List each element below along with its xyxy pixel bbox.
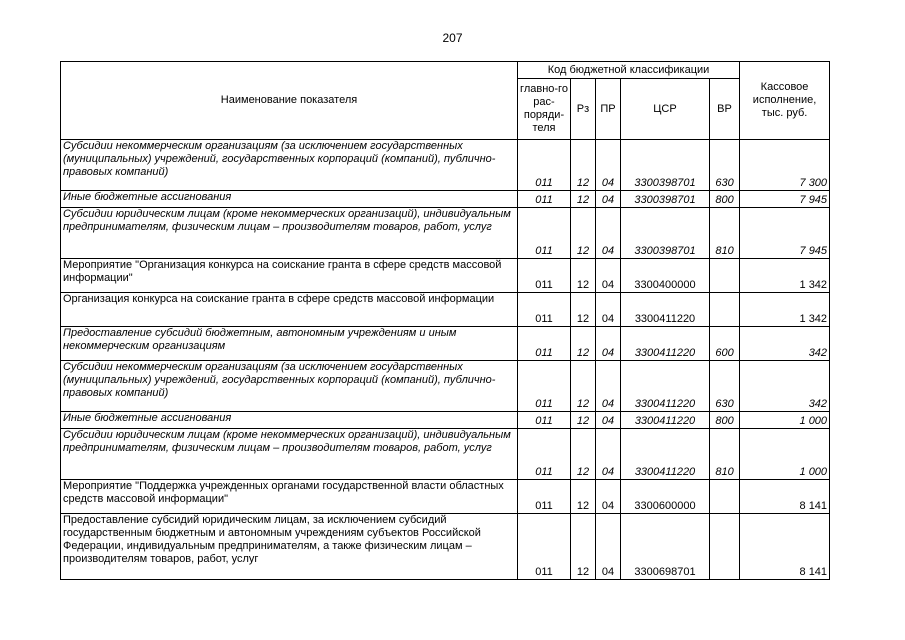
- table-row: [61, 327, 830, 361]
- row-vr-cell: 800: [710, 412, 740, 429]
- row-amount-cell: 7 945: [740, 191, 830, 208]
- row-glava-cell: 011: [518, 429, 571, 480]
- row-glava-cell: 011: [518, 327, 571, 361]
- table-row: [61, 361, 830, 412]
- row-pr-cell: 04: [596, 412, 621, 429]
- row-rz-cell: 12: [571, 412, 596, 429]
- row-name-cell: Мероприятие "Организация конкурса на соискание гранта в сфере средств массовой информации": [61, 259, 518, 293]
- row-amount-cell: 1 342: [740, 259, 830, 293]
- row-amount-cell: 1 342: [740, 293, 830, 327]
- row-pr-cell: 04: [596, 259, 621, 293]
- row-pr-cell: 04: [596, 327, 621, 361]
- row-glava-cell: 011: [518, 412, 571, 429]
- table-row: [61, 208, 830, 259]
- row-name-cell: Субсидии юридическим лицам (кроме некоммерческих организаций), индивидуальным предпринимателям, физическим лицам – производителям товаров, работ, услуг: [61, 429, 518, 480]
- table-row: [61, 259, 830, 293]
- row-pr-cell: 04: [596, 480, 621, 514]
- row-amount-cell: 8 141: [740, 514, 830, 580]
- row-rz-cell: 12: [571, 140, 596, 191]
- row-pr-cell: 04: [596, 191, 621, 208]
- row-name-cell: Субсидии некоммерческим организациям (за исключением государственных (муниципальных) учреждений, государственных корпораций (компаний), публично-правовых компаний): [61, 140, 518, 191]
- row-name-cell: Субсидии юридическим лицам (кроме некоммерческих организаций), индивидуальным предпринимателям, физическим лицам – производителям товаров, работ, услуг: [61, 208, 518, 259]
- row-csr-cell: 3300398701: [621, 208, 710, 259]
- header-csr: ЦСР: [621, 79, 710, 140]
- row-pr-cell: 04: [596, 361, 621, 412]
- row-name-cell: Иные бюджетные ассигнования: [61, 191, 518, 208]
- row-csr-cell: 3300411220: [621, 293, 710, 327]
- table-body: [61, 140, 830, 580]
- row-csr-cell: 3300411220: [621, 327, 710, 361]
- row-vr-cell: 810: [710, 208, 740, 259]
- table-row: [61, 293, 830, 327]
- row-glava-cell: 011: [518, 140, 571, 191]
- header-vr: ВР: [710, 79, 740, 140]
- row-pr-cell: 04: [596, 208, 621, 259]
- table-row: [61, 140, 830, 191]
- row-vr-cell: [710, 293, 740, 327]
- row-rz-cell: 12: [571, 293, 596, 327]
- budget-table: [60, 61, 830, 580]
- row-name-cell: Предоставление субсидий юридическим лицам, за исключением субсидий государственным бюджетным и автономным учреждениям субъектов Российской Федерации, индивидуальным предпринимателям, а также физическим лицам – производителям товаров, работ, услуг: [61, 514, 518, 580]
- row-glava-cell: 011: [518, 259, 571, 293]
- row-pr-cell: 04: [596, 514, 621, 580]
- header-pr: ПР: [596, 79, 621, 140]
- row-vr-cell: 810: [710, 429, 740, 480]
- row-name-cell: Предоставление субсидий бюджетным, автономным учреждениям и иным некоммерческим организациям: [61, 327, 518, 361]
- row-csr-cell: 3300600000: [621, 480, 710, 514]
- row-amount-cell: 1 000: [740, 429, 830, 480]
- row-pr-cell: 04: [596, 429, 621, 480]
- header-code-group: Код бюджетной классификации: [518, 62, 740, 79]
- row-name-cell: Мероприятие "Поддержка учрежденных органами государственной власти областных средств массовой информации": [61, 480, 518, 514]
- row-amount-cell: 7 945: [740, 208, 830, 259]
- row-glava-cell: 011: [518, 361, 571, 412]
- table-row: [61, 412, 830, 429]
- row-amount-cell: 7 300: [740, 140, 830, 191]
- row-vr-cell: [710, 259, 740, 293]
- row-vr-cell: 630: [710, 361, 740, 412]
- row-csr-cell: 3300398701: [621, 140, 710, 191]
- row-rz-cell: 12: [571, 480, 596, 514]
- header-name: Наименование показателя: [61, 62, 518, 140]
- row-rz-cell: 12: [571, 514, 596, 580]
- row-amount-cell: 342: [740, 327, 830, 361]
- row-name-cell: Организация конкурса на соискание гранта в сфере средств массовой информации: [61, 293, 518, 327]
- row-amount-cell: 342: [740, 361, 830, 412]
- table-row: [61, 191, 830, 208]
- row-name-cell: Иные бюджетные ассигнования: [61, 412, 518, 429]
- row-csr-cell: 3300698701: [621, 514, 710, 580]
- row-glava-cell: 011: [518, 191, 571, 208]
- table-row: [61, 429, 830, 480]
- row-vr-cell: [710, 480, 740, 514]
- page-number: 207: [442, 31, 463, 45]
- row-amount-cell: 8 141: [740, 480, 830, 514]
- row-vr-cell: 800: [710, 191, 740, 208]
- row-rz-cell: 12: [571, 259, 596, 293]
- row-csr-cell: 3300411220: [621, 429, 710, 480]
- header-cash: Кассовое исполнение, тыс. руб.: [740, 62, 830, 140]
- row-rz-cell: 12: [571, 208, 596, 259]
- row-amount-cell: 1 000: [740, 412, 830, 429]
- row-pr-cell: 04: [596, 140, 621, 191]
- row-glava-cell: 011: [518, 514, 571, 580]
- row-csr-cell: 3300400000: [621, 259, 710, 293]
- row-glava-cell: 011: [518, 480, 571, 514]
- table-row: [61, 514, 830, 580]
- header-rz: Рз: [571, 79, 596, 140]
- row-rz-cell: 12: [571, 191, 596, 208]
- header-glava: главно-го рас-поряди-теля: [518, 79, 571, 140]
- row-rz-cell: 12: [571, 361, 596, 412]
- row-pr-cell: 04: [596, 293, 621, 327]
- row-csr-cell: 3300411220: [621, 412, 710, 429]
- row-csr-cell: 3300398701: [621, 191, 710, 208]
- row-name-cell: Субсидии некоммерческим организациям (за исключением государственных (муниципальных) учреждений, государственных корпораций (компаний), публично-правовых компаний): [61, 361, 518, 412]
- row-rz-cell: 12: [571, 327, 596, 361]
- row-vr-cell: [710, 514, 740, 580]
- row-vr-cell: 630: [710, 140, 740, 191]
- row-rz-cell: 12: [571, 429, 596, 480]
- row-vr-cell: 600: [710, 327, 740, 361]
- row-glava-cell: 011: [518, 208, 571, 259]
- table-row: [61, 480, 830, 514]
- row-glava-cell: 011: [518, 293, 571, 327]
- row-csr-cell: 3300411220: [621, 361, 710, 412]
